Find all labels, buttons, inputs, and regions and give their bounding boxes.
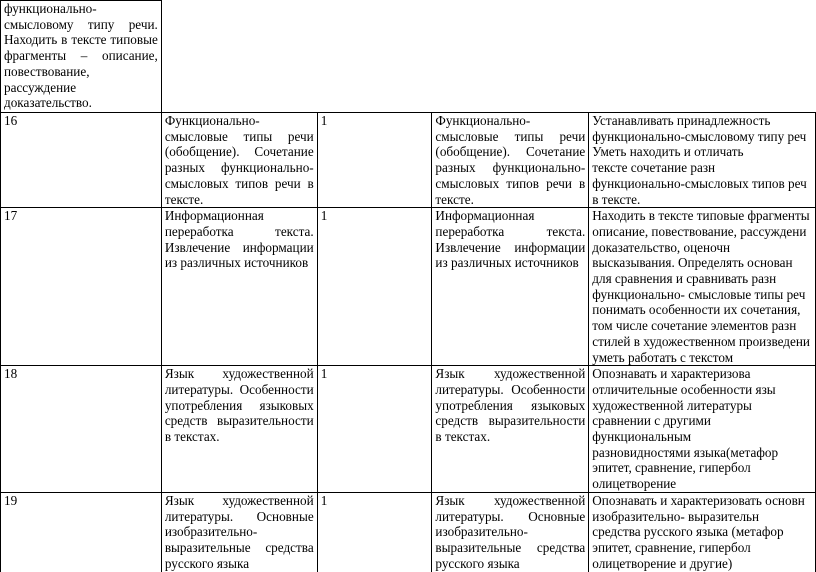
lesson-content-cell: Язык художественной литературы. Основные изобразительно-выразительные средства русского языка: [432, 492, 589, 572]
hours-cell: 1: [317, 208, 432, 366]
student-activity-cell: Находить в тексте типовые фрагменты описание, повествование, рассуждени доказательство, оценочн высказывания. Определять основан для сравнения и сравнивать разн функционально- смысловые типы реч понимать особенности их сочетания, том числе сочетание элементов разн стилей в художественном произведени уметь работать с текстом: [589, 208, 816, 366]
hours-cell: 1: [317, 113, 432, 208]
empty-cell: [589, 1, 816, 113]
lesson-content-cell: Язык художественной литературы. Особенности употребления языковых средств выразительности в текстах.: [432, 366, 589, 493]
hours-cell: 1: [317, 366, 432, 493]
lesson-content-cell: Информационная переработка текста. Извлечение информации из различных источников: [432, 208, 589, 366]
student-activity-cell: Устанавливать принадлежность функционально-смысловому типу реч Уметь находить и отличать тексте сочетание разн функционально-смысловых типов реч в тексте.: [589, 113, 816, 208]
lesson-topic-cell: Язык художественной литературы. Основные изобразительно-выразительные средства русского языка: [161, 492, 317, 572]
lesson-number-cell: 18: [1, 366, 162, 493]
lesson-content-cell: Функционально-смысловые типы речи (обобщение). Сочетание разных функционально-смысловых типов речи в тексте.: [432, 113, 589, 208]
empty-cell: [317, 1, 432, 113]
empty-cell: [161, 1, 317, 113]
table-row: [1, 492, 816, 572]
student-activity-cell: Опознавать и характеризова отличительные особенности язы художественной литературы сравнении с другими функциональным разновидностями языка(метафор эпитет, сравнение, гипербол олицетворение: [589, 366, 816, 493]
lesson-number-cell: 17: [1, 208, 162, 366]
lesson-topic-cell: Информационная переработка текста. Извлечение информации из различных источников: [161, 208, 317, 366]
lesson-number-cell: 16: [1, 113, 162, 208]
table-row: [1, 113, 816, 208]
topic-continuation-cell: функционально-смысловому типу речи. Находить в тексте типовые фрагменты – описание, повествование, рассуждение доказательство.: [1, 1, 162, 113]
lesson-number-cell: 19: [1, 492, 162, 572]
table-row: [1, 208, 816, 366]
hours-cell: 1: [317, 492, 432, 572]
empty-cell: [432, 1, 589, 113]
lesson-topic-cell: Функционально-смысловые типы речи (обобщение). Сочетание разных функционально-смысловых типов речи в тексте.: [161, 113, 317, 208]
student-activity-cell: Опознавать и характеризовать основн изобразительно- выразительн средства русского языка (метафор эпитет, сравнение, гипербол олицетворение и другие): [589, 492, 816, 572]
table-row: [1, 366, 816, 493]
table-row: [1, 1, 816, 113]
lesson-topic-cell: Язык художественной литературы. Особенности употребления языковых средств выразительности в текстах.: [161, 366, 317, 493]
